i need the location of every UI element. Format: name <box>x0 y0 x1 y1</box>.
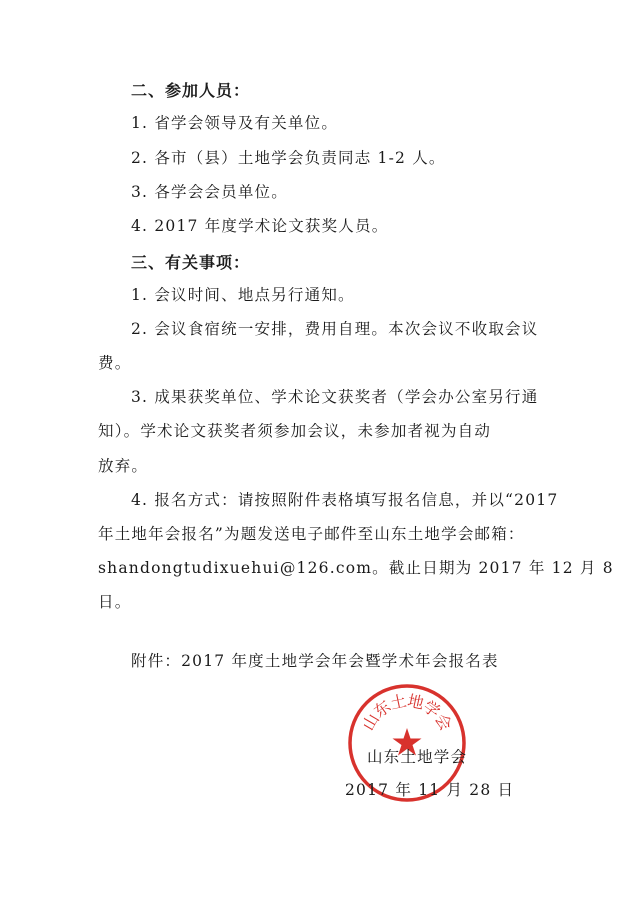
matter-item-3-line-1: 3. 成果获奖单位、学术论文获奖者（学会办公室另行通 <box>131 388 539 406</box>
participant-item-4: 4. 2017 年度学术论文获奖人员。 <box>131 217 389 235</box>
section-heading-participants: 二、参加人员： <box>131 81 251 100</box>
section-heading-matters: 三、有关事项： <box>131 253 251 272</box>
seal-char: 土 <box>388 690 409 713</box>
matter-item-4-line-2: 年土地年会报名”为题发送电子邮件至山东土地学会邮箱： <box>98 525 525 543</box>
seal-char: 山 <box>358 710 383 734</box>
seal-char: 地 <box>405 690 426 713</box>
matter-item-3-line-3: 放弃。 <box>98 457 149 475</box>
participant-item-1: 1. 省学会领导及有关单位。 <box>131 114 339 132</box>
seal-char: 会 <box>431 710 456 734</box>
attachment-note: 附件：2017 年度土地学会年会暨学术年会报名表 <box>131 652 499 670</box>
signature-date: 2017 年 11 月 28 日 <box>345 781 515 799</box>
signature-organization: 山东土地学会 <box>367 748 468 766</box>
matter-item-4-line-3: shandongtudixuehui@126.com。截止日期为 2017 年 12 月 8 <box>98 559 614 577</box>
matter-item-4-line-4: 日。 <box>98 593 132 611</box>
seal-char: 学 <box>419 696 444 722</box>
matter-item-3-line-2: 知）。学术论文获奖者须参加会议，未参加者视为自动 <box>98 422 492 440</box>
seal-char: 东 <box>370 696 395 722</box>
matter-item-1: 1. 会议时间、地点另行通知。 <box>131 286 355 304</box>
matter-item-2-line-1: 2. 会议食宿统一安排，费用自理。本次会议不收取会议 <box>131 320 539 338</box>
participant-item-3: 3. 各学会会员单位。 <box>131 183 288 201</box>
matter-item-4-line-1: 4. 报名方式：请按照附件表格填写报名信息，并以“2017 <box>131 491 559 509</box>
participant-item-2: 2. 各市（县）土地学会负责同志 1-2 人。 <box>131 149 446 167</box>
matter-item-2-line-2: 费。 <box>98 354 132 372</box>
